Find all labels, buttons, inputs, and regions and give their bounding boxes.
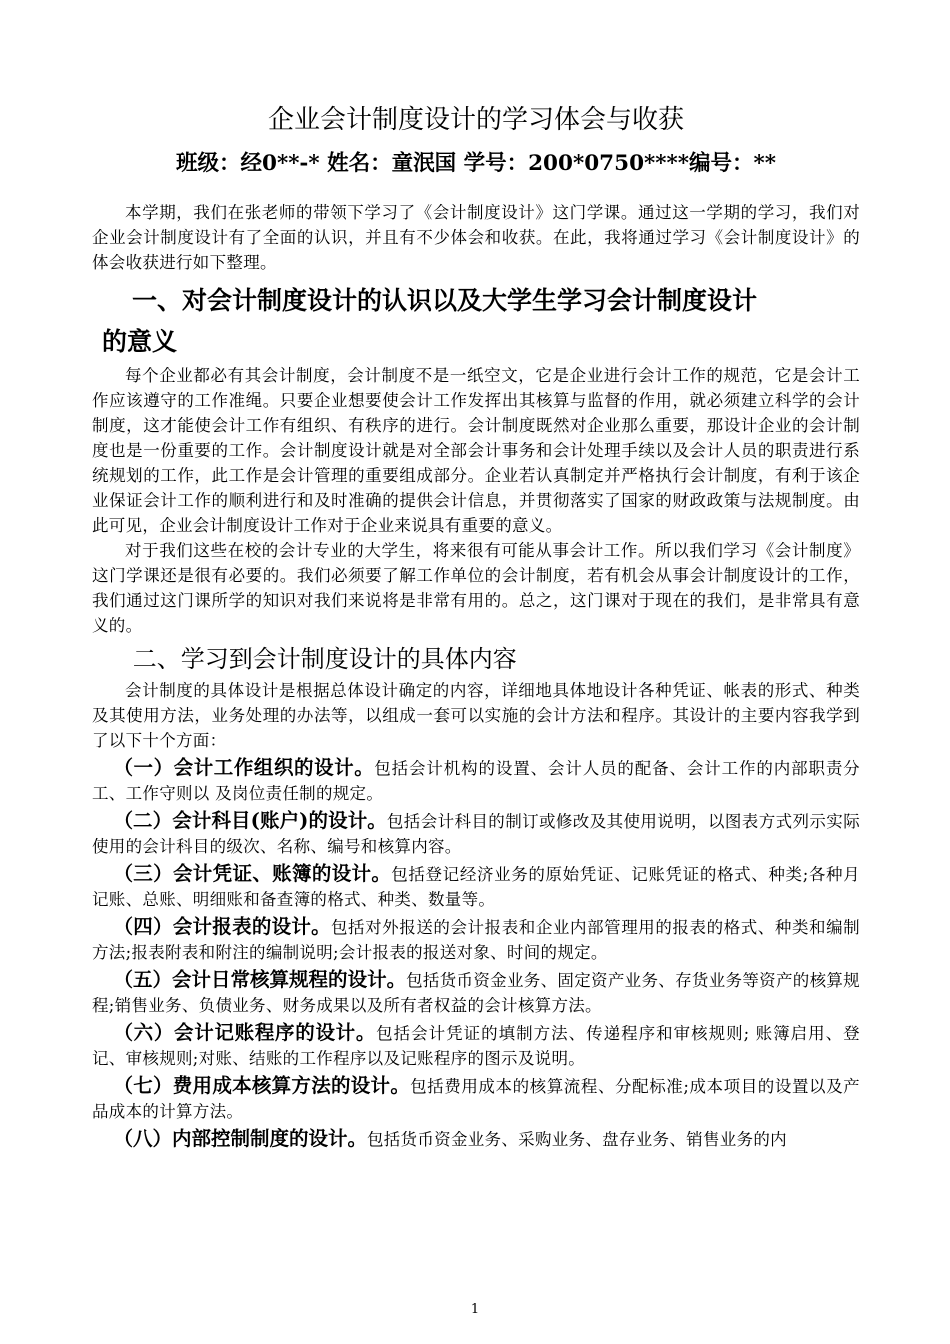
section1-heading-line1: 一、对会计制度设计的认识以及大学生学习会计制度设计 [132,286,758,315]
document-title: 企业会计制度设计的学习体会与收获 [267,105,684,135]
content-item-lead: （四）会计报表的设计。 [113,915,331,938]
content-item-lead: （六）会计记账程序的设计。 [113,1021,377,1044]
section1-paragraph-1: 每个企业都必有其会计制度，会计制度不是一纸空文，它是企业进行会计工作的规范，它是会计工作应该遵守的工作准绳。只要企业想要使会计工作发挥出其核算与监督的作用，就必须建立科学的会计制度，这才能使会计工作有组织、有秩序的进行。会计制度既然对企业那么重要，那设计企业的会计制度也是一份重要的工作。会计制度设计就是对全部会计事务和会计处理手续以及会计人员的职责进行系统规划的工作，此工作是会计管理的重要组成部分。企业若认真制定并严格执行会计制度，有利于该企业保证会计工作的顺利进行和及时准确的提供会计信息，并贯彻落实了国家的财政政策与法规制度。由此可见，企业会计制度设计工作对于企业来说具有重要的意义。 [92,366,860,535]
student-info: 班级：经0**-* 姓名：童泯国 学号：200*0750****编号：** [175,151,776,176]
section1-heading-line2: 的意义 [102,327,178,356]
content-item-lead: （一）会计工作组织的设计。 [113,756,375,779]
content-item-text: 包括货币资金业务、固定资产业务、存货业务等资产的核算规程;销售业务、负债业务、财务成果以及所有者权益的会计核算方法。 [92,971,860,1015]
content-item-lead: （三）会计凭证、账簿的设计。 [113,862,392,885]
content-item-text: 包括会计机构的设置、会计人员的配备、会计工作的内部职责分工、工作守则以 及岗位责任制的规定。 [92,759,860,803]
content-item-list [92,755,860,1152]
content-item-text: 包括会计凭证的填制方法、传递程序和审核规则; 账簿启用、登记、审核规则;对账、结账的工作程序以及记账程序的图示及说明。 [92,1024,860,1068]
content-item-text: 包括货币资金业务、采购业务、盘存业务、销售业务的内 [366,1130,787,1149]
section1-paragraph-2: 对于我们这些在校的会计专业的大学生，将来很有可能从事会计工作。所以我们学习《会计制度》这门学课还是很有必要的。我们必须要了解工作单位的会计制度，若有机会从事会计制度设计的工作，我们通过这门课所学的知识对我们来说将是非常有用的。总之，这门课对于现在的我们，是非常具有意义的。 [92,541,860,635]
content-item [92,1126,860,1152]
content-item [92,808,860,859]
content-item [92,1073,860,1124]
content-item-lead: （八）内部控制制度的设计。 [113,1127,367,1150]
content-item [92,1020,860,1071]
content-item-lead: （七）费用成本核算方法的设计。 [113,1074,411,1097]
content-item-text: 包括费用成本的核算流程、分配标准;成本项目的设置以及产品成本的计算方法。 [92,1077,860,1121]
content-item [92,755,860,806]
document-page [92,100,860,1152]
content-item [92,967,860,1018]
section2-intro: 会计制度的具体设计是根据总体设计确定的内容，详细地具体地设计各种凭证、帐表的形式、种类及其使用方法，业务处理的办法等，以组成一套可以实施的会计方法和程序。其设计的主要内容我学到了以下十个方面： [92,681,860,750]
content-item [92,861,860,912]
content-item-lead: （五）会计日常核算规程的设计。 [113,968,407,991]
intro-paragraph: 本学期，我们在张老师的带领下学习了《会计制度设计》这门学课。通过这一学期的学习，我们对企业会计制度设计有了全面的认识，并且有不少体会和收获。在此，我将通过学习《会计制度设计》的体会收获进行如下整理。 [92,203,860,272]
content-item-text: 包括登记经济业务的原始凭证、记账凭证的格式、种类;各种月记账、总账、明细账和备查簿的格式、种类、数量等。 [92,865,860,909]
content-item [92,914,860,965]
section2-heading: 二、学习到会计制度设计的具体内容 [132,645,517,673]
content-item-lead: （二）会计科目(账户)的设计。 [113,809,387,832]
page-number: 1 [470,1302,480,1317]
content-item-text: 包括会计科目的制订或修改及其使用说明，以图表方式列示实际使用的会计科目的级次、名称、编号和核算内容。 [92,812,861,856]
content-item-text: 包括对外报送的会计报表和企业内部管理用的报表的格式、种类和编制方法;报表附表和附注的编制说明;会计报表的报送对象、时间的规定。 [92,918,860,962]
